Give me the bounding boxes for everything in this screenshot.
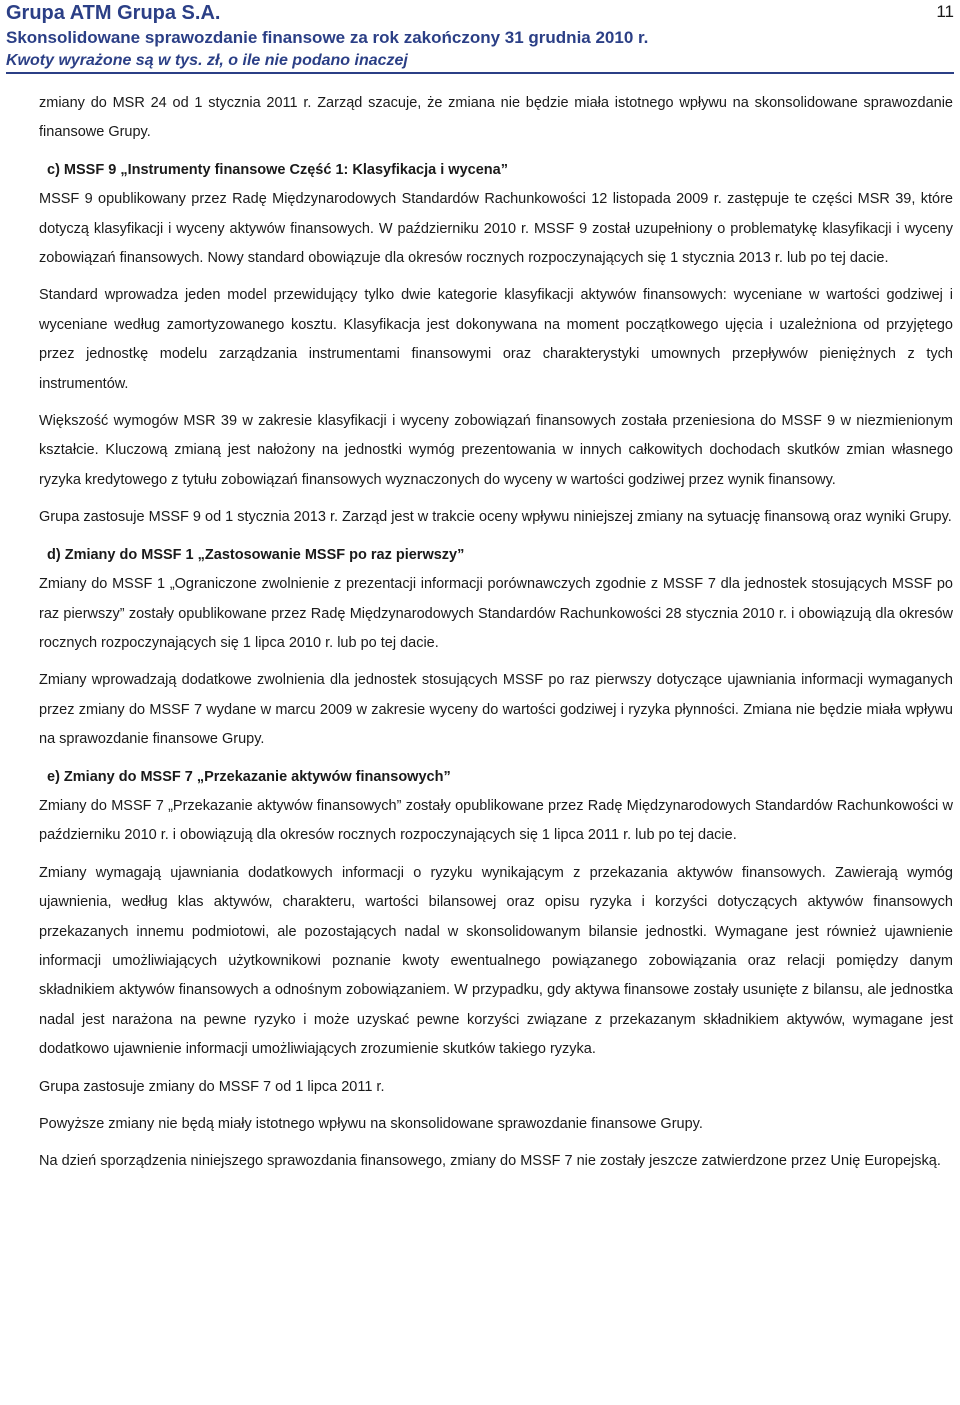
report-subtitle: Skonsolidowane sprawozdanie finansowe za rok zakończony 31 grudnia 2010 r. [6,28,649,47]
paragraph-e1: Zmiany do MSSF 7 „Przekazanie aktywów finansowych” zostały opublikowane przez Radę Międzynarodowych Standardów Rachunkowości w październiku 2010 r. i obowiązują dla okresów rocznych rozpoczynających się 1 lipca 2011 r. lub po tej dacie. [39,797,953,844]
paragraph-e5: Na dzień sporządzenia niniejszego sprawozdania finansowego, zmiany do MSSF 7 nie zostały jeszcze zatwierdzone przez Unię Europejską. [39,1153,941,1170]
paragraph-c3: Większość wymogów MSR 39 w zakresie klasyfikacji i wyceny zobowiązań finansowych została przeniesiona do MSSF 9 w niezmienionym kształcie. Kluczową zmianą jest nałożony na jednostki wymóg prezentowania w innych całkowitych dochodach skutków zmian własnego ryzyka kredytowego z tytułu zobowiązań finansowych wyznaczonych do wyceny w wartości godziwej przez wynik finansowy. [39,413,953,488]
paragraph-d1: Zmiany do MSSF 1 „Ograniczone zwolnienie z prezentacji informacji porównawczych zgodnie z MSSF 7 dla jednostek stosujących MSSF po raz pierwszy” zostały opublikowane przez Radę Międzynarodowych Standardów Rachunkowości 28 stycznia 2010 r. i obowiązują dla okresów rocznych rozpoczynających się 1 lipca 2010 r. lub po tej dacie. [39,576,953,651]
paragraph-intro: zmiany do MSR 24 od 1 stycznia 2011 r. Zarząd szacuje, że zmiana nie będzie miała istotnego wpływu na skonsolidowane sprawozdanie finansowe Grupy. [39,95,953,141]
document-body [39,89,953,1177]
paragraph-e4: Powyższe zmiany nie będą miały istotnego wpływu na skonsolidowane sprawozdanie finansowe Grupy. [39,1116,703,1132]
paragraph-c4: Grupa zastosuje MSSF 9 od 1 stycznia 2013 r. Zarząd jest w trakcie oceny wpływu niniejszej zmiany na sytuację finansową oraz wyniki Grupy. [39,509,952,526]
page-header [6,0,954,71]
section-heading-d: d) Zmiany do MSSF 1 „Zastosowanie MSSF po raz pierwszy” [47,546,465,563]
header-divider [6,72,954,74]
section-heading-c: c) MSSF 9 „Instrumenty finansowe Część 1: Klasyfikacja i wycena” [47,161,508,178]
section-heading-e: e) Zmiany do MSSF 7 „Przekazanie aktywów finansowych” [47,768,451,785]
page-number: 11 [936,2,954,21]
paragraph-d2: Zmiany wprowadzają dodatkowe zwolnienia dla jednostek stosujących MSSF po raz pierwszy dotyczące ujawniania informacji wymaganych przez zmiany do MSSF 7 wydane w marcu 2009 w zakresie wyceny do wartości godziwej i ryzyka płynności. Zmiana nie będzie miała wpływu na sprawozdanie finansowe Grupy. [39,672,953,748]
paragraph-c2: Standard wprowadza jeden model przewidujący tylko dwie kategorie klasyfikacji aktywów finansowych: wyceniane w wartości godziwej i wyceniane według zamortyzowanego kosztu. Klasyfikacja jest dokonywana na moment początkowego ujęcia i uzależniona od przyjętego przez jednostkę modelu zarządzania instrumentami finansowymi oraz charakterystyki umownych przepływów pieniężnych z tych instrumentów. [39,287,953,392]
units-note: Kwoty wyrażone są w tys. zł, o ile nie podano inaczej [6,52,408,69]
paragraph-e3: Grupa zastosuje zmiany do MSSF 7 od 1 lipca 2011 r. [39,1078,385,1095]
company-name: Grupa ATM Grupa S.A. [6,2,221,24]
paragraph-c1: MSSF 9 opublikowany przez Radę Międzynarodowych Standardów Rachunkowości 12 listopada 2009 r. zastępuje te części MSR 39, które dotyczą klasyfikacji i wyceny aktywów finansowych. W październiku 2010 r. MSSF 9 został uzupełniony o problematykę klasyfikacji i wyceny zobowiązań finansowych. Nowy standard obowiązuje dla okresów rocznych rozpoczynających się 1 stycznia 2013 r. lub po tej dacie. [39,191,953,267]
paragraph-e2: Zmiany wymagają ujawniania dodatkowych informacji o ryzyku wynikającym z przekazania aktywów finansowych. Zawierają wymóg ujawnienia, według klas aktywów, charakteru, wartości bilansowej oraz opisu ryzyka i korzyści dotyczących aktywów finansowych przekazanych innemu podmiotowi, ale pozostających nadal w skonsolidowanym bilansie jednostki. Wymagane jest również ujawnienie informacji umożliwiających użytkownikowi poznanie kwoty ewentualnego powiązanego zobowiązania oraz relacji pomiędzy danym składnikiem aktywów finansowych a odnośnym zobowiązaniem. W przypadku, gdy aktywa finansowe zostały usunięte z bilansu, ale jednostka nadal jest narażona na pewne ryzyko i może uzyskać pewne korzyści związane z przekazanym składnikiem aktywów, wymagane jest dodatkowo ujawnienie informacji umożliwiających zrozumienie skutków takiego ryzyka. [39,864,953,1058]
